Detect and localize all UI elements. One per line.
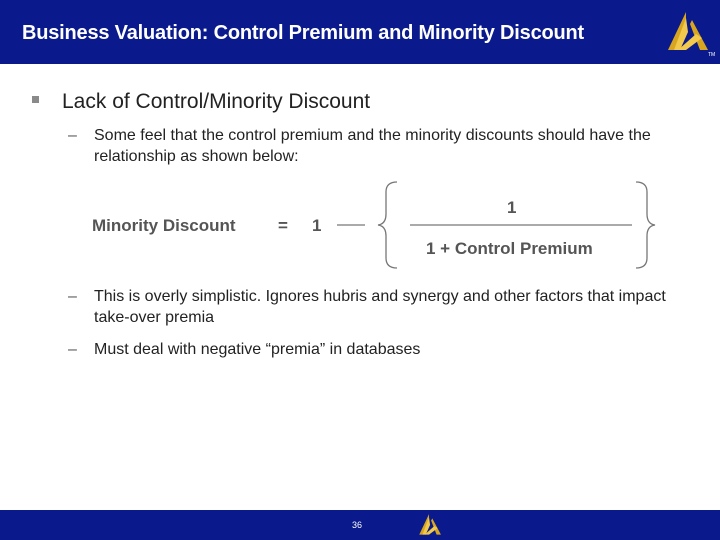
main-bullet <box>40 90 370 114</box>
sub-bullet-text: Some feel that the control premium and the minority discounts should have the relationship as shown below: <box>94 127 651 165</box>
svg-text:TM: TM <box>708 52 716 58</box>
slide-footer <box>0 510 720 540</box>
sub-bullet <box>68 339 698 360</box>
dash-bullet: – <box>68 288 77 305</box>
formula-label: Minority Discount <box>92 216 236 235</box>
dash-bullet: – <box>68 341 77 358</box>
formula-numerator: 1 <box>507 198 517 217</box>
dash-bullet: – <box>68 127 77 144</box>
sub-bullet-text: Must deal with negative “premia” in databases <box>94 341 421 358</box>
formula-one: 1 <box>312 216 322 235</box>
gold-triangle-logo-icon <box>656 10 716 58</box>
main-bullet-text: Lack of Control/Minority Discount <box>62 90 371 113</box>
page-number: 36 <box>352 520 363 530</box>
sub-bullet <box>68 286 698 328</box>
formula-denominator: 1 + Control Premium <box>426 239 593 258</box>
square-bullet-icon <box>32 96 39 103</box>
gold-triangle-logo-icon <box>412 513 446 539</box>
slide-title: Business Valuation: Control Premium and Minority Discount <box>22 22 584 44</box>
sub-bullet <box>68 125 698 167</box>
formula-equals: = <box>278 216 288 235</box>
slide-header <box>0 0 720 64</box>
formula <box>0 176 720 272</box>
sub-bullet-text: This is overly simplistic. Ignores hubris and synergy and other factors that impact take-over premia <box>94 288 666 326</box>
